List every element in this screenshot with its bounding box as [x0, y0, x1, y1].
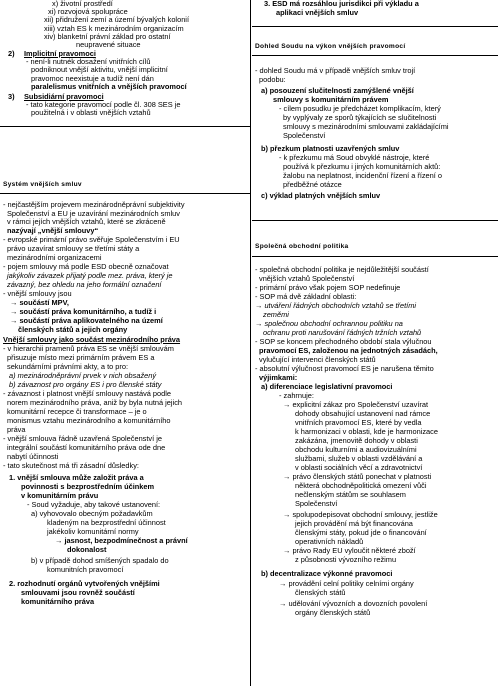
text-line: - tato skutečnost má tři zásadní důsledky: — [3, 461, 139, 470]
text-line: smlouvami jsou rovněž součástí — [21, 588, 135, 597]
text-line: jejich provádění má být financována — [295, 519, 413, 528]
text-line: a) posouzení slučitelnosti zamýšlené vnější — [261, 86, 414, 95]
text-line: integrální součástí komunitárního práva ode dne — [7, 443, 166, 452]
text-line: aplikaci vnějších smluv — [276, 8, 359, 17]
text-line: → právo členských států ponechat v platnosti — [283, 472, 432, 481]
text-line: b) decentralizace výkonné pravomoci — [261, 569, 393, 578]
text-line: předběžné otázce — [283, 180, 342, 189]
item-number: 3) — [8, 92, 15, 101]
text-line: - vnější smlouva řádně uzavřená Společenství je — [3, 434, 162, 443]
text-line: pravomoc neexistuje a tudíž není dán — [31, 74, 154, 83]
list-item: xi) rozvojová spolupráce — [48, 7, 128, 16]
text-line: pravomocí ES, založenou na jednotných zásadách, — [259, 346, 438, 355]
text-line: členskými státy, pokud jde o financování — [295, 528, 427, 537]
text-line: dohody obsahující ustanovení nad rámce — [295, 409, 431, 418]
text-line: b) přezkum platnosti uzavřených smluv — [261, 144, 400, 153]
text-line: nečlenským státům se souhlasem — [295, 490, 406, 499]
text-line: - dohled Soudu má v případě vnějších smluv trojí — [255, 66, 416, 75]
section-title: Společná obchodní politika — [255, 243, 349, 250]
text-line: přisuzuje místo mezi primárním právem ES a — [7, 353, 155, 362]
text-line: b) závaznost pro orgány ES i pro členské státy — [9, 380, 162, 389]
list-item: xiii) vztah ES k mezinárodním organizacím — [44, 24, 184, 33]
text-line: → spolupodepisovat obchodní smlouvy, jestliže — [283, 510, 438, 519]
subheading-subsidiary: Subsidiární pravomoci — [24, 92, 104, 101]
text-line: vnitřních pravomocí ES, které by vedla — [295, 418, 422, 427]
list-item: xii) přidružení zemí a území bývalých kolonií — [44, 15, 189, 24]
text-line: k harmonizaci v oblasti, kde je harmonizace — [295, 427, 438, 436]
text-line: - tato kategorie pravomocí podle čl. 308 SES je — [26, 100, 181, 109]
part-title: Vnější smlouvy jako součást mezinárodního práva — [3, 335, 181, 344]
text-line: 3. ESD má rozsáhlou jurisdikci při výkladu a — [264, 0, 419, 8]
text-line: povinnosti s bezprostředním účinkem — [21, 482, 155, 491]
text-line: některá obchodněpolitická omezení vůči — [295, 481, 427, 490]
text-line: → explicitní zákaz pro Společenství uzavírat — [283, 400, 429, 409]
text-line: a) mezinárodněprávní prvek v nich obsažený — [9, 371, 157, 380]
text-line: - společná obchodní politika je nejdůležitější součástí — [255, 265, 429, 274]
list-item: neupravené situace — [76, 40, 141, 49]
text-line: jakýkoliv závazek přijatý podle mez. práva, který je — [7, 271, 173, 280]
text-line: kladeným na bezprostřední účinnost — [47, 518, 166, 527]
text-line: monismus vztahu mezinárodního a komunitárního — [7, 416, 171, 425]
item-number: 2) — [8, 49, 15, 58]
text-line: závazný, bez ohledu na jeho formální označení — [7, 280, 162, 289]
text-line: v oblasti sociálních věcí a zdravotnictví — [295, 463, 423, 472]
section-title: Systém vnějších smluv — [3, 181, 82, 188]
text-line: → společnou obchodní ochrannou politiku na — [255, 319, 403, 328]
list-item: xiv) blanketní právní základ pro ostatní — [44, 32, 171, 41]
text-line: jakékoliv komunitární normy — [47, 527, 139, 536]
text-line: mezinárodními organizacemi — [7, 253, 102, 262]
list-item: x) životní prostředí — [52, 0, 113, 8]
text-line: - závaznost i platnost vnější smlouvy nastává podle — [3, 389, 172, 398]
text-line: - zahrnuje: — [279, 391, 314, 400]
divider — [0, 193, 250, 194]
text-line: a) diferenciace legislativní pravomoci — [261, 382, 393, 391]
text-line: norem mezinárodního práva, aniž by byla nutná jejich — [7, 398, 183, 407]
text-line: paralelismus vnitřních a vnějších pravomocí — [31, 82, 187, 91]
text-line: používá k přezkumu i jiných komunitárních aktů: — [283, 162, 441, 171]
text-line: v rámci jejích vnějších vztahů, které se zkráceně — [7, 217, 166, 226]
text-line: → udělování vývozních a dovozních povolení — [279, 599, 428, 608]
divider — [252, 256, 498, 257]
text-line: by vyplývaly ze sporů týkajících se slučitelnosti — [283, 113, 437, 122]
text-line: obchodu kulturními a audiovizuálními — [295, 445, 417, 454]
text-line: → součástí práva komunitárního, a tudíž i — [10, 307, 157, 316]
text-line: b) v případě dohod smíšených spadalo do — [31, 556, 169, 565]
text-line: Společenství a EU je uzavírání mezinárodních smluv — [7, 209, 180, 218]
text-line: členských států a jejich orgány — [18, 325, 128, 334]
text-line: podniknout vnější aktivitu, vnější implicitní — [31, 65, 168, 74]
text-line: právo uzavírat smlouvy se třetími státy a — [7, 244, 140, 253]
text-line: Společenství — [295, 499, 338, 508]
text-line: vnějších vztahů Společenství — [259, 274, 355, 283]
text-line: - není-li nutnék dosažení vnitřních cílů — [26, 57, 151, 66]
text-line: - SOP se koncem přechodného období stala výlučnou — [255, 337, 432, 346]
text-line: v komunitárním právu — [21, 491, 99, 500]
text-line: z působnosti vývozního režimu — [295, 555, 397, 564]
text-line: podobu: — [259, 75, 286, 84]
right-column — [252, 0, 498, 686]
text-line: → právo Rady EU vyloučit některé zboží — [283, 546, 416, 555]
text-line: použitelná i v oblasti vnějších vztahů — [31, 108, 151, 117]
text-line: 2. rozhodnutí orgánů vytvořených vnějšími — [9, 579, 160, 588]
text-line: - cílem posudku je předcházet komplikacím, který — [279, 104, 441, 113]
text-line: c) výklad platných vnějších smluv — [261, 191, 381, 200]
text-line: zeměmi — [263, 310, 289, 319]
text-line: sekundárními právními akty, a to pro: — [7, 362, 129, 371]
text-line: komunitárního práva — [21, 597, 95, 606]
text-line: - primární právo však pojem SOP nedefinuje — [255, 283, 401, 292]
text-line: - k přezkumu má Soud obvyklé nástroje, které — [279, 153, 430, 162]
section-title: Dohled Soudu na výkon vnějších pravomocí — [255, 43, 406, 50]
text-line: Společenství — [283, 131, 326, 140]
text-line: žalobu na neplatnost, incidenční řízení a řízení o — [283, 171, 442, 180]
divider — [252, 26, 498, 27]
text-line: službami, služeb v oblasti vzdělávání a — [295, 454, 423, 463]
text-line: - nejčastějším projevem mezinárodněprávní subjektivity — [3, 200, 185, 209]
text-line: komunitární recepce či transformace – je o — [7, 407, 147, 416]
text-line: 1. vnější smlouva může založit práva a — [9, 473, 144, 482]
text-line: → součástí MPV, — [10, 298, 69, 307]
text-line: členských států — [295, 588, 346, 597]
text-line: → jasnost, bezpodmínečnost a právní — [55, 536, 188, 545]
text-line: orgány členských států — [295, 608, 371, 617]
text-line: - v hierarchii pramenů práva ES se vnější smlouvám — [3, 344, 174, 353]
text-line: vylučující intervenci členských států — [259, 355, 376, 364]
text-line: - pojem smlouvy má podle ESD obecně označovat — [3, 262, 169, 271]
text-line: nabytí účinnosti — [7, 452, 59, 461]
divider — [252, 55, 498, 56]
text-line: a) vyhovovalo obecným požadavkům — [31, 509, 153, 518]
text-line: smlouvy s komunitárním právem — [273, 95, 389, 104]
text-line: práva — [7, 425, 26, 434]
text-line: → součástí práva aplikovatelného na území — [10, 316, 163, 325]
text-line: dokonalost — [67, 545, 107, 554]
text-line: operativních nákladů — [295, 537, 364, 546]
text-line: výjimkami: — [259, 373, 298, 382]
text-line: - SOP má dvě základní oblasti: — [255, 292, 357, 301]
divider — [0, 126, 250, 127]
text-line: - vnější smlouvy jsou — [3, 289, 72, 298]
text-line: ochranu proti narušování řádných tržních vztahů — [263, 328, 422, 337]
text-line: - Soud vyžaduje, aby takové ustanovení: — [27, 500, 161, 509]
subheading-implicit: Implicitní pravomoci — [24, 49, 96, 58]
text-line: - evropské primární právo svěřuje Společenstvím i EU — [3, 235, 180, 244]
text-line: - absolutní výlučnost pravomocí ES je narušena těmito — [255, 364, 434, 373]
text-line: komunitních pravomocí — [47, 565, 124, 574]
text-line: nazývají „vnější smlouvy“ — [7, 226, 99, 235]
text-line: → provádění celní politiky celními orgány — [279, 579, 414, 588]
text-line: → utváření řádných obchodních vztahů se třetími — [255, 301, 417, 310]
divider — [252, 220, 498, 221]
text-line: zakázána, jmenovitě dohody v oblasti — [295, 436, 418, 445]
text-line: smlouvy s mezinárodními smlouvami zakládajícími — [283, 122, 449, 131]
